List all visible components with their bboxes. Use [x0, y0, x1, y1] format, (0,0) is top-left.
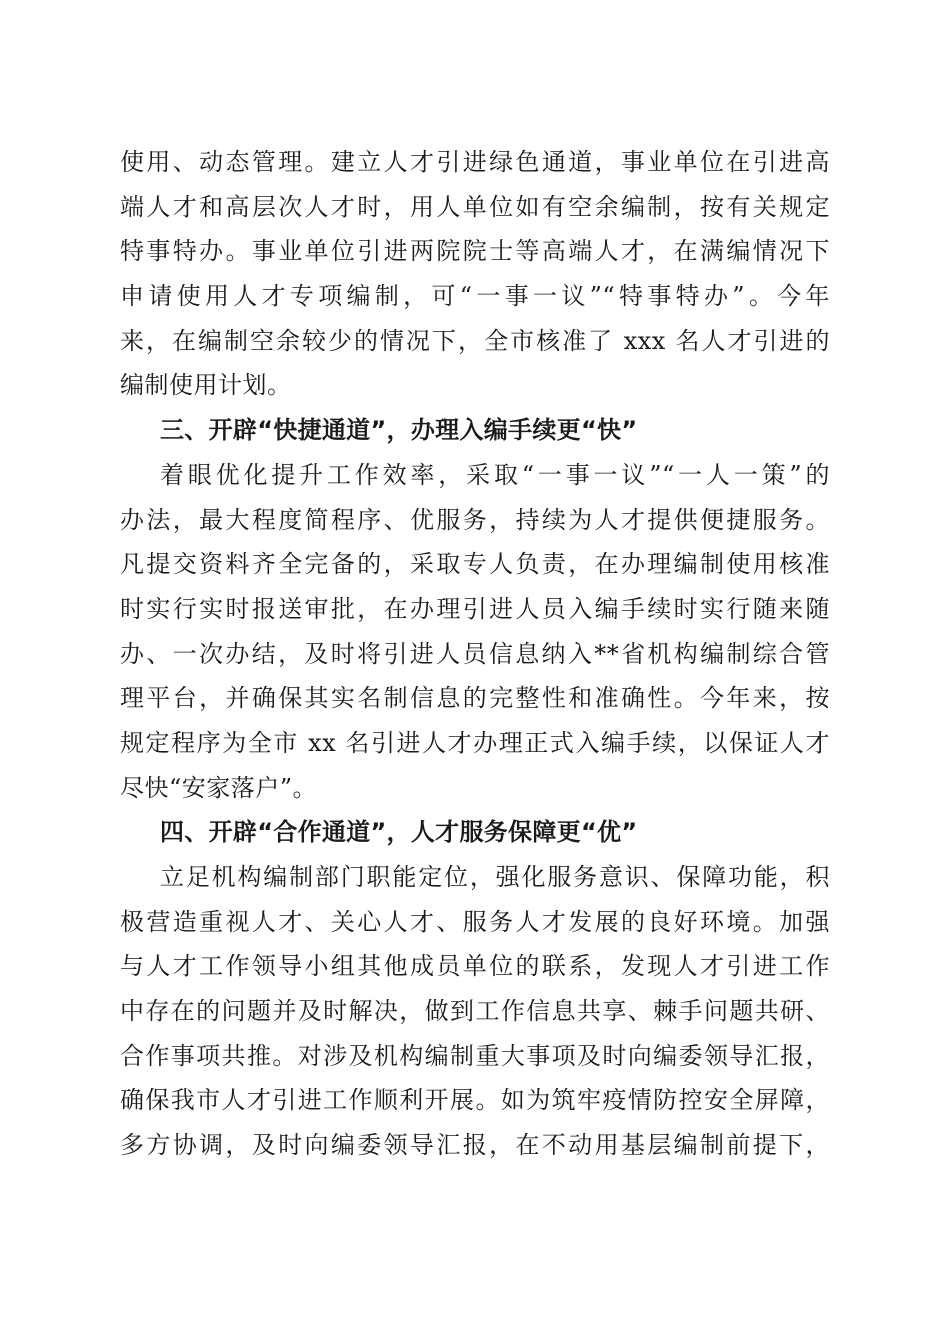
- text-line: 理平台，并确保其实名制信息的完整性和准确性。今年来，按: [120, 684, 830, 713]
- text-line: 申请使用人才专项编制，可“一事一议”“特事特办”。今年: [120, 282, 830, 311]
- text-line: 特事特办。事业单位引进两院院士等高端人才，在满编情况下: [120, 237, 830, 266]
- text-line: 办、一次办结，及时将引进人员信息纳入**省机构编制综合管: [120, 639, 830, 668]
- text-line: 尽快“安家落户”。: [120, 773, 318, 802]
- section-heading-4: 四、开辟“合作通道”，人才服务保障更“优”: [160, 818, 638, 847]
- text-line: 时实行实时报送审批，在办理引进人员入编手续时实行随来随: [120, 594, 830, 623]
- text-line: 与人才工作领导小组其他成员单位的联系，发现人才引进工作: [120, 952, 830, 981]
- paragraph-continued: [120, 140, 830, 408]
- text-line: 来，在编制空余较少的情况下，全市核准了 xxx 名人才引进的: [120, 326, 830, 355]
- text-line: 多方协调，及时向编委领导汇报，在不动用基层编制前提下，: [120, 1131, 830, 1160]
- text-line: 办法，最大程度简程序、优服务，持续为人才提供便捷服务。: [120, 505, 830, 534]
- text-line: 着眼优化提升工作效率，采取“一事一议”“一人一策”的: [160, 460, 830, 489]
- text-line: 使用、动态管理。建立人才引进绿色通道，事业单位在引进高: [120, 148, 830, 176]
- document-body: [120, 140, 830, 1168]
- text-line: 编制使用计划。: [120, 371, 292, 400]
- text-line: 凡提交资料齐全完备的，采取专人负责，在办理编制使用核准: [120, 550, 830, 579]
- paragraph-cooperation-channel: [120, 855, 830, 1168]
- text-line: 合作事项共推。对涉及机构编制重大事项及时向编委领导汇报，: [120, 1041, 830, 1070]
- text-line: 规定程序为全市 xx 名引进人才办理正式入编手续，以保证人才: [120, 728, 830, 757]
- text-line: 端人才和高层次人才时，用人单位如有空余编制，按有关规定: [120, 192, 830, 221]
- text-line: 立足机构编制部门职能定位，强化服务意识、保障功能，积: [160, 863, 830, 891]
- text-line: 中存在的问题并及时解决，做到工作信息共享、棘手问题共研、: [120, 997, 830, 1026]
- text-line: 极营造重视人才、关心人才、服务人才发展的良好环境。加强: [120, 907, 830, 936]
- paragraph-fast-channel: [120, 453, 830, 811]
- text-line: 确保我市人才引进工作顺利开展。如为筑牢疫情防控安全屏障，: [120, 1086, 830, 1115]
- section-heading-3: 三、开辟“快捷通道”，办理入编手续更“快”: [160, 416, 638, 445]
